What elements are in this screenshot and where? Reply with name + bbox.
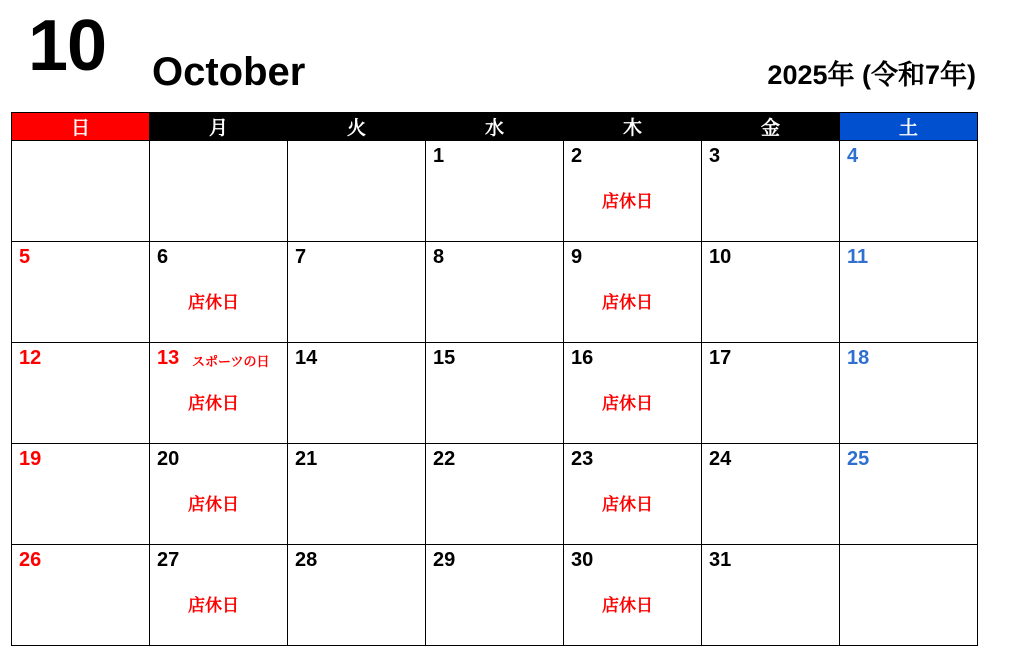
calendar-day-cell[interactable]	[426, 444, 564, 545]
calendar-day-cell[interactable]	[426, 545, 564, 646]
closed-day-note: 店休日	[188, 596, 239, 615]
calendar-day-cell[interactable]	[288, 343, 426, 444]
calendar-day-cell[interactable]	[150, 444, 288, 545]
calendar-day-cell[interactable]	[288, 242, 426, 343]
closed-day-note: 店休日	[188, 394, 239, 413]
day-number: 2	[571, 145, 583, 167]
calendar-empty-cell	[840, 545, 978, 646]
calendar-day-cell[interactable]	[564, 141, 702, 242]
calendar-body	[12, 141, 978, 646]
calendar-day-cell[interactable]	[564, 545, 702, 646]
day-number: 30	[571, 549, 594, 571]
calendar-day-cell[interactable]	[702, 444, 840, 545]
calendar-day-cell[interactable]	[150, 545, 288, 646]
calendar-empty-cell	[12, 141, 150, 242]
day-number: 14	[295, 347, 318, 369]
calendar-week-row	[12, 343, 978, 444]
day-number: 8	[433, 246, 445, 268]
weekday-header-row	[12, 113, 978, 141]
day-number: 7	[295, 246, 307, 268]
calendar-day-cell[interactable]	[12, 343, 150, 444]
calendar-day-cell[interactable]	[564, 343, 702, 444]
day-number: 16	[571, 347, 594, 369]
day-number: 31	[709, 549, 732, 571]
day-number: 26	[19, 549, 42, 571]
day-number: 27	[157, 549, 180, 571]
weekday-header-tue: 火	[288, 113, 426, 141]
calendar-day-cell[interactable]	[840, 444, 978, 545]
day-number: 22	[433, 448, 456, 470]
day-number: 1	[433, 145, 445, 167]
closed-day-note: 店休日	[602, 293, 653, 312]
day-number: 15	[433, 347, 456, 369]
calendar-empty-cell	[150, 141, 288, 242]
day-number: 4	[847, 145, 859, 167]
day-number: 23	[571, 448, 594, 470]
day-number: 6	[157, 246, 169, 268]
day-number: 9	[571, 246, 583, 268]
day-number: 11	[847, 246, 869, 268]
closed-day-note: 店休日	[188, 495, 239, 514]
calendar-day-cell[interactable]	[702, 343, 840, 444]
day-number: 3	[709, 145, 721, 167]
day-number: 18	[847, 347, 870, 369]
closed-day-note: 店休日	[602, 394, 653, 413]
holiday-label: スポーツの日	[192, 354, 270, 369]
calendar-day-cell[interactable]	[426, 141, 564, 242]
calendar-day-cell[interactable]	[12, 242, 150, 343]
day-number: 24	[709, 448, 732, 470]
calendar-day-cell[interactable]	[702, 242, 840, 343]
day-number: 5	[19, 246, 31, 268]
calendar-day-cell[interactable]	[150, 242, 288, 343]
calendar-day-cell[interactable]	[288, 444, 426, 545]
calendar-day-cell[interactable]	[426, 343, 564, 444]
day-number: 25	[847, 448, 870, 470]
closed-day-note: 店休日	[602, 495, 653, 514]
weekday-header-thu: 木	[564, 113, 702, 141]
calendar-day-cell[interactable]	[12, 545, 150, 646]
calendar-day-cell[interactable]	[426, 242, 564, 343]
weekday-header-mon: 月	[150, 113, 288, 141]
calendar-day-cell[interactable]	[702, 141, 840, 242]
weekday-header-sat: 土	[840, 113, 978, 141]
calendar-week-row	[12, 242, 978, 343]
calendar-day-cell[interactable]	[840, 242, 978, 343]
day-number: 29	[433, 549, 456, 571]
calendar-day-cell[interactable]	[12, 444, 150, 545]
day-number: 20	[157, 448, 180, 470]
calendar-day-cell[interactable]	[150, 343, 288, 444]
day-number: 12	[19, 347, 42, 369]
day-number: 21	[295, 448, 318, 470]
month-number: 10	[28, 6, 107, 86]
day-number: 10	[709, 246, 732, 268]
weekday-header-sun: 日	[12, 113, 150, 141]
closed-day-note: 店休日	[602, 596, 653, 615]
calendar-week-row	[12, 444, 978, 545]
weekday-header-wed: 水	[426, 113, 564, 141]
calendar-week-row	[12, 545, 978, 646]
day-number: 19	[19, 448, 42, 470]
calendar-table	[11, 112, 978, 646]
closed-day-note: 店休日	[602, 192, 653, 211]
calendar-day-cell[interactable]	[564, 444, 702, 545]
calendar-day-cell[interactable]	[840, 141, 978, 242]
day-number: 17	[709, 347, 732, 369]
weekday-header-fri: 金	[702, 113, 840, 141]
calendar-empty-cell	[288, 141, 426, 242]
year-label: 2025年 (令和7年)	[767, 60, 976, 90]
day-number: 13	[157, 347, 180, 369]
calendar-day-cell[interactable]	[840, 343, 978, 444]
calendar-day-cell[interactable]	[288, 545, 426, 646]
day-number: 28	[295, 549, 318, 571]
month-name: October	[152, 50, 306, 94]
calendar-week-row	[12, 141, 978, 242]
closed-day-note: 店休日	[188, 293, 239, 312]
calendar-header	[0, 0, 1024, 110]
calendar-day-cell[interactable]	[564, 242, 702, 343]
calendar-day-cell[interactable]	[702, 545, 840, 646]
